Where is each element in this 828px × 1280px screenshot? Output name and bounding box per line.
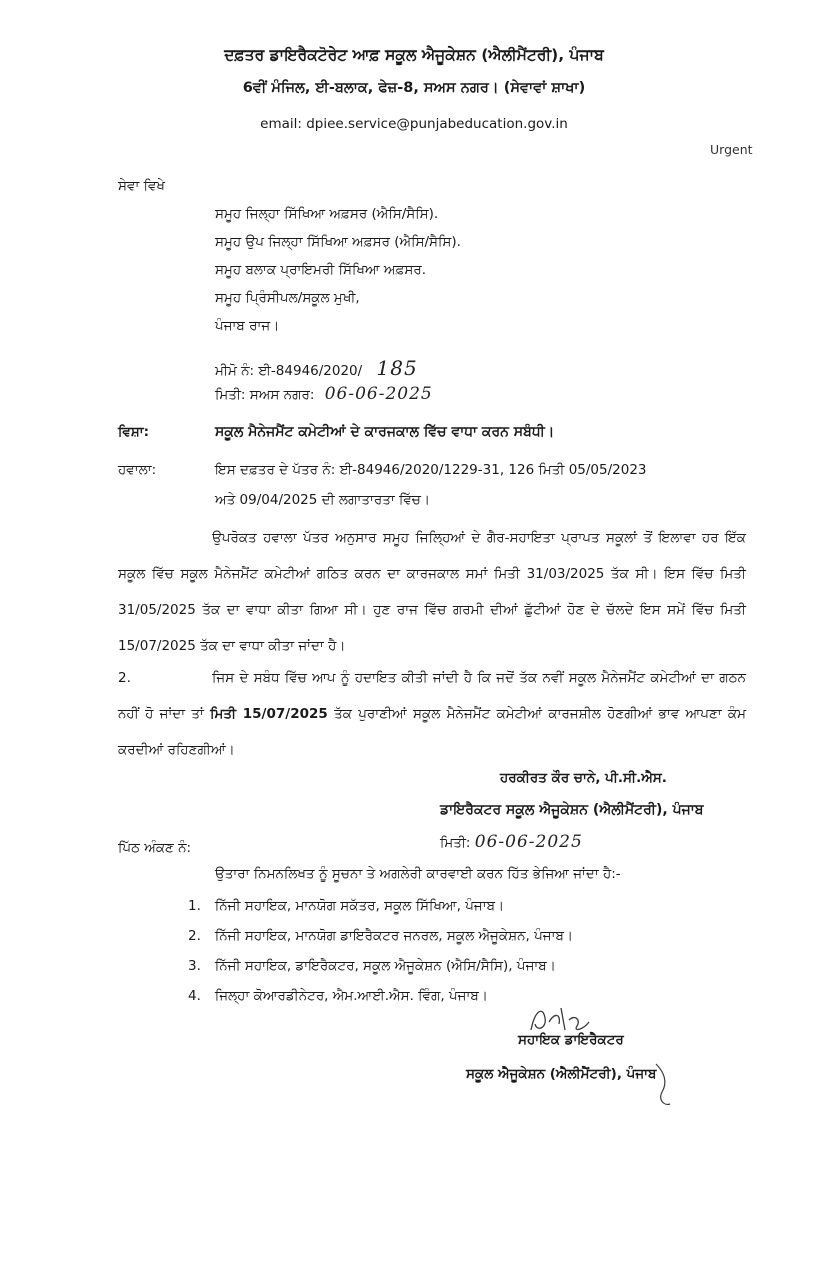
office-address: 6ਵੀਂ ਮੰਜਿਲ, ਈ-ਬਲਾਕ, ਫੇਜ਼-8, ਸਅਸ ਨਗਰ। (ਸੇਵਾਵਾਂ ਸ਼ਾਖਾ) — [242, 80, 586, 96]
signatory-name: ਹਰਕੀਰਤ ਕੌਰ ਚਾਨੇ, ਪੀ.ਸੀ.ਐਸ. — [500, 770, 667, 786]
to-line: ਸਮੂਹ ਪ੍ਰਿੰਸੀਪਲ/ਸਕੂਲ ਮੁਖੀ, — [215, 290, 360, 306]
signature-date-handwritten: 06-06-2025 — [474, 832, 583, 852]
urgent-label: Urgent — [710, 142, 753, 157]
reference-label: ਹਵਾਲਾ: — [118, 462, 157, 478]
memo-date — [215, 384, 433, 404]
office-email: email: dpiee.service@punjabeducation.gov.in — [260, 116, 568, 132]
endorsement-item-text: ਨਿੱਜੀ ਸਹਾਇਕ, ਮਾਨਯੋਗ ਸਕੱਤਰ, ਸਕੂਲ ਸਿੱਖਿਆ, ਪੰਜਾਬ। — [214, 898, 505, 914]
office-heading: ਦਫ਼ਤਰ ਡਾਇਰੈਕਟੋਰੇਟ ਆਫ਼ ਸਕੂਲ ਐਜੂਕੇਸ਼ਨ (ਐਲੀਮੈਂਟਰੀ), ਪੰਜਾਬ — [224, 46, 604, 64]
endorsement-label: ਪਿੱਠ ਅੰਕਣ ਨੰ: — [118, 840, 192, 856]
body-paragraph-2-text: ਜਿਸ ਦੇ ਸਬੰਧ ਵਿੱਚ ਆਪ ਨੂੰ ਹਦਾਇਤ ਕੀਤੀ ਜਾਂਦੀ ਹੈ ਕਿ ਜਦੋਂ ਤੱਕ ਨਵੀਂ ਸਕੂਲ ਮੈਨੇਜਮੈਂਟ ਕਮੇਟੀਆਂ ਦਾ ਗਠਨ ਨਹੀਂ ਹੋ ਜਾਂਦਾ ਤਾਂ — [118, 670, 746, 722]
memo-date-label: ਮਿਤੀ: ਸਅਸ ਨਗਰ: — [215, 387, 315, 403]
signature-stroke-mark — [650, 1060, 680, 1110]
endorsement-item — [188, 958, 556, 974]
endorsement-item-number: 2. — [188, 928, 201, 944]
endorsement-item-number: 4. — [188, 988, 201, 1004]
assistant-director-office: ਸਕੂਲ ਐਜੂਕੇਸ਼ਨ (ਐਲੀਮੈਂਟਰੀ), ਪੰਜਾਬ — [466, 1066, 657, 1082]
signature-date — [440, 832, 583, 852]
body-paragraph-1 — [118, 520, 746, 664]
to-label: ਸੇਵਾ ਵਿਖੇ — [118, 178, 165, 194]
body-paragraph-2-text-end: ਤੱਕ ਪੁਰਾਣੀਆਂ ਸਕੂਲ ਮੈਨੇਜਮੈਂਟ ਕਮੇਟੀਆਂ ਕਾਰਜਸ਼ੀਲ ਹੋਣਗੀਆਂ ਭਾਵ ਆਪਣਾ ਕੰਮ ਕਰਦੀਆਂ ਰਹਿਣਗੀਆਂ। — [118, 706, 746, 758]
endorsement-item — [188, 928, 573, 944]
memo-number-label: ਮੀਮੋ ਨੰ: ਈ-84946/2020/ — [215, 363, 363, 379]
body-paragraph-1-text: ਉਪਰੋਕਤ ਹਵਾਲਾ ਪੱਤਰ ਅਨੁਸਾਰ ਸਮੂਹ ਜਿਲ੍ਹਿਆਂ ਦੇ ਗੈਰ-ਸਹਾਇਤਾ ਪ੍ਰਾਪਤ ਸਕੂਲਾਂ ਤੋਂ ਇਲਾਵਾ ਹਰ ਇੱਕ ਸਕੂਲ ਵਿੱਚ ਸਕੂਲ ਮੈਨੇਜਮੈਂਟ ਕਮੇਟੀਆਂ ਗਠਿਤ ਕਰਨ ਦਾ ਕਾਰਜਕਾਲ ਸਮਾਂ ਮਿਤੀ 31/03/2025 ਤੱਕ ਸੀ। ਇਸ ਵਿੱਚ ਮਿਤੀ 31/05/2025 ਤੱਕ ਦਾ ਵਾਧਾ ਕੀਤਾ ਗਿਆ ਸੀ। ਹੁਣ ਰਾਜ ਵਿੱਚ ਗਰਮੀ ਦੀਆਂ ਛੁੱਟੀਆਂ ਹੋਣ ਦੇ ਚੱਲਦੇ ਇਸ ਸਮੇਂ ਵਿੱਚ ਮਿਤੀ 15/07/2025 ਤੱਕ ਦਾ ਵਾਧਾ ਕੀਤਾ ਜਾਂਦਾ ਹੈ। — [118, 530, 746, 654]
subject-text: ਸਕੂਲ ਮੈਨੇਜਮੈਂਟ ਕਮੇਟੀਆਂ ਦੇ ਕਾਰਜਕਾਲ ਵਿੱਚ ਵਾਧਾ ਕਰਨ ਸਬੰਧੀ। — [215, 424, 555, 440]
subject-label: ਵਿਸ਼ਾ: — [118, 424, 150, 440]
assistant-director-title: ਸਹਾਇਕ ਡਾਇਰੈਕਟਰ — [518, 1032, 624, 1048]
to-line: ਪੰਜਾਬ ਰਾਜ। — [215, 318, 280, 334]
memo-date-handwritten: 06-06-2025 — [324, 384, 433, 404]
reference-line: ਇਸ ਦਫ਼ਤਰ ਦੇ ਪੱਤਰ ਨੰ: ਈ-84946/2020/1229-31, 126 ਮਿਤੀ 05/05/2023 — [215, 462, 647, 478]
endorsement-item-text: ਨਿੱਜੀ ਸਹਾਇਕ, ਮਾਨਯੋਗ ਡਾਇਰੈਕਟਰ ਜਨਰਲ, ਸਕੂਲ ਐਜੂਕੇਸ਼ਨ, ਪੰਜਾਬ। — [214, 928, 574, 944]
endorsement-item-number: 3. — [188, 958, 201, 974]
endorsement-item-number: 1. — [188, 898, 201, 914]
endorsement-intro: ਉਤਾਰਾ ਨਿਮਨਲਿਖਤ ਨੂੰ ਸੂਚਨਾ ਤੇ ਅਗਲੇਰੀ ਕਾਰਵਾਈ ਕਰਨ ਹਿੱਤ ਭੇਜਿਆ ਜਾਂਦਾ ਹੈ:- — [215, 866, 621, 882]
endorsement-item-text: ਜਿਲ੍ਹਾ ਕੋਆਰਡੀਨੇਟਰ, ਐਮ.ਆਈ.ਐਸ. ਵਿੰਗ, ਪੰਜਾਬ। — [214, 988, 488, 1004]
to-line: ਸਮੂਹ ਬਲਾਕ ਪ੍ਰਾਇਮਰੀ ਸਿੱਖਿਆ ਅਫ਼ਸਰ. — [215, 262, 426, 278]
signatory-designation: ਡਾਇਰੈਕਟਰ ਸਕੂਲ ਐਜੂਕੇਸ਼ਨ (ਐਲੀਮੈਂਟਰੀ), ਪੰਜਾਬ — [440, 802, 704, 818]
to-line: ਸਮੂਹ ਜਿਲ੍ਹਾ ਸਿੱਖਿਆ ਅਫ਼ਸਰ (ਐਸਿ/ਸੈਸਿ). — [215, 206, 439, 222]
endorsement-item-text: ਨਿੱਜੀ ਸਹਾਇਕ, ਡਾਇਰੈਕਟਰ, ਸਕੂਲ ਐਜੂਕੇਸ਼ਨ (ਐਸਿ/ਸੈਸਿ), ਪੰਜਾਬ। — [214, 958, 556, 974]
signature-date-label: ਮਿਤੀ: — [440, 835, 471, 851]
memo-number — [215, 356, 418, 380]
reference-line: ਅਤੇ 09/04/2025 ਦੀ ਲਗਾਤਾਰਤਾ ਵਿੱਚ। — [215, 492, 430, 508]
body-paragraph-2-bold-date: ਮਿਤੀ 15/07/2025 — [210, 706, 328, 722]
to-line: ਸਮੂਹ ਉਪ ਜਿਲ੍ਹਾ ਸਿੱਖਿਆ ਅਫ਼ਸਰ (ਐਸਿ/ਸੈਸਿ). — [215, 234, 461, 250]
memo-number-handwritten: 185 — [376, 356, 418, 380]
paragraph-2-number: 2. — [118, 670, 131, 686]
body-paragraph-2 — [118, 660, 746, 768]
endorsement-item — [188, 988, 488, 1004]
endorsement-item — [188, 898, 504, 914]
